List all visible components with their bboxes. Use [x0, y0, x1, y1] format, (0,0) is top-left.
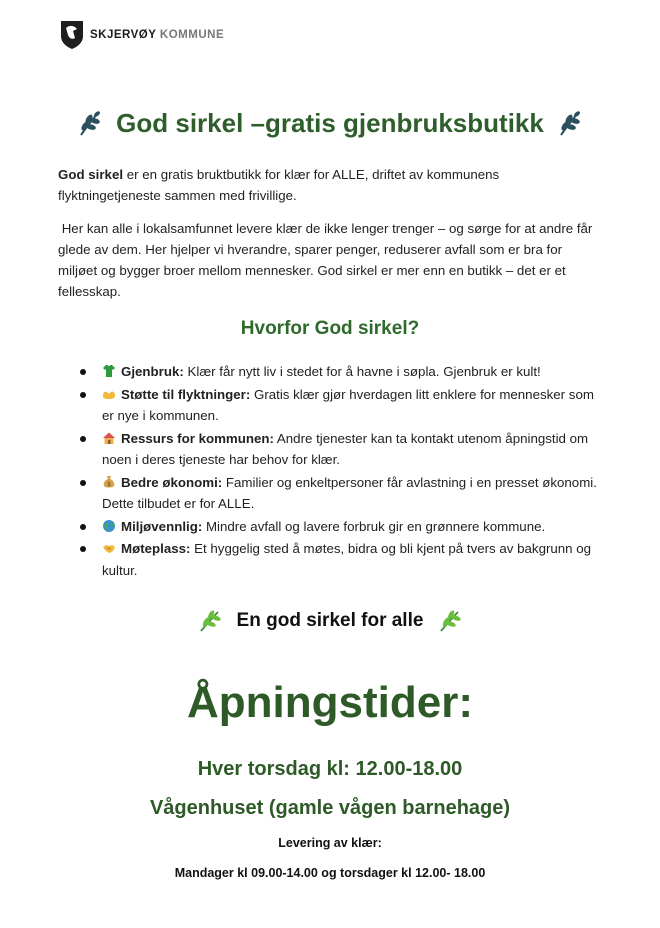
list-item — [80, 538, 600, 581]
opening-location: Vågenhuset (gamle vågen barnehage) — [149, 797, 511, 819]
svg-text:$: $ — [107, 480, 111, 488]
reason-label: Støtte til flyktninger: — [121, 386, 251, 402]
list-item — [80, 428, 600, 471]
description-text: Her kan alle i lokalsamfunnet levere klær de ikke lenger trenger – og sørge for at andre får glede av dem. Her hjelper vi hverandre, sparer penger, reduserer avfall som er bra for miljøet og bygger broer mellom mennesker. God sirkel er mer enn en butikk – det er et fellesskap. — [58, 221, 593, 299]
reason-label: Miljøvennlig: — [121, 518, 203, 534]
description-paragraph — [58, 218, 603, 302]
delivery-times: Mandager kl 09.00-14.00 og torsdager kl 12.00- 18.00 — [174, 866, 486, 880]
title-row — [0, 108, 660, 139]
slogan-text: En god sirkel for alle — [236, 610, 424, 631]
reason-text: Gratis klær gjør hverdagen litt enklere for mennesker som er nye i kommunen. — [102, 386, 594, 423]
reason-label: Bedre økonomi: — [121, 474, 223, 490]
reason-label: Ressurs for kommunen: — [121, 430, 274, 446]
house-icon — [102, 431, 116, 445]
money-bag-icon — [102, 475, 116, 489]
intro-bold: God sirkel — [58, 167, 124, 182]
reason-text: Familier og enkeltpersoner får avlastning i en presset økonomi. Dette tilbudet er for ALLE. — [102, 474, 597, 511]
leaf-branch-icon — [76, 110, 104, 138]
municipality-shield-logo — [60, 20, 84, 50]
shirt-icon — [102, 364, 116, 378]
list-item — [80, 361, 600, 383]
handshake-icon — [102, 541, 116, 555]
header — [60, 20, 224, 50]
slogan-row — [0, 608, 660, 634]
intro-text: er en gratis bruktbutikk for klær for ALLE, driftet av kommunens flyktningetjeneste sammen med frivillige. — [58, 167, 500, 203]
intro-paragraph — [58, 164, 603, 206]
herb-icon — [197, 608, 223, 634]
reason-text: Klær får nytt liv i stedet for å havne i søpla. Gjenbruk er kult! — [183, 364, 541, 379]
opening-hours-heading: Åpningstider: — [187, 678, 473, 727]
globe-icon — [102, 519, 116, 533]
reasons-list — [80, 361, 600, 582]
herb-icon — [437, 608, 463, 634]
list-item — [80, 384, 600, 427]
opening-when: Hver torsdag kl: 12.00-18.00 — [197, 758, 463, 780]
reason-text: Mindre avfall og lavere forbruk gir en grønnere kommune. — [202, 518, 546, 534]
reason-label: Møteplass: — [121, 541, 191, 556]
reason-text: Et hyggelig sted å møtes, bidra og bli kjent på tvers av bakgrunn og kultur. — [102, 541, 592, 578]
reason-text: Andre tjenester kan ta kontakt utenom åpningstid om noen i deres tjeneste har behov for klær. — [102, 430, 589, 467]
why-heading: Hvorfor God sirkel? — [240, 318, 420, 339]
brand-name — [90, 29, 224, 41]
page-title: God sirkel –gratis gjenbruksbutikk — [116, 108, 544, 138]
reason-label: Gjenbruk: — [121, 364, 184, 379]
brand-bold: SKJERVØY — [90, 29, 157, 41]
list-item — [80, 516, 600, 538]
delivery-heading: Levering av klær: — [278, 836, 382, 850]
leaf-branch-icon — [556, 110, 584, 138]
list-item — [80, 472, 600, 515]
hands-icon — [102, 387, 116, 401]
brand-light: KOMMUNE — [159, 29, 225, 41]
